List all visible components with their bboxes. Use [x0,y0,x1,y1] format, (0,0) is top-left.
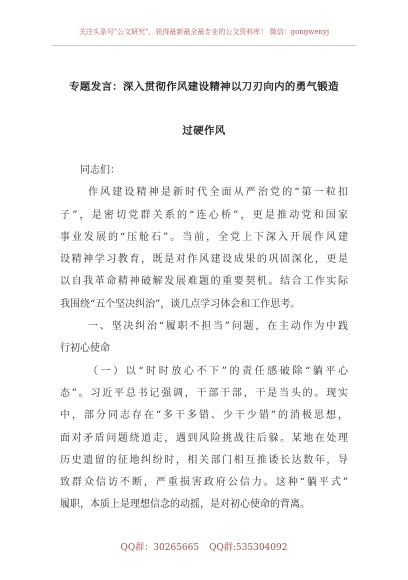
paragraph-line: 致群众信访不断，严重损害政府公信力。这种“躺平式” [60,477,348,489]
subsection-heading: （一）以“时时放心不下”的责任感破除“躺平心 [88,365,348,377]
paragraph-line: 设精神学习教育，既是对作风建设成果的巩固深化，更是 [60,254,348,266]
footer-qq-group-1: QQ群：30265665 [120,543,200,553]
footer-contact [0,540,408,553]
paragraph-line: 历史遗留的征地纠纷时，相关部门相互推诿长达数年，导 [60,454,348,466]
header-divider [52,45,356,46]
header-banner: 关注头条号"公文研究"，获得最新最全最专业的公文资料库！ 微信：gongwenyj [78,28,330,36]
section-heading: 一、坚决纠治“履职不担当”问题，在主动作为中践 [88,321,348,333]
paragraph-line: 子”，是密切党群关系的“连心桥”，更是推动党和国家 [60,209,348,221]
paragraph-line: 我围绕“五个坚决纠治”，谈几点学习体会和工作思考。 [60,298,301,310]
document-body [60,160,348,517]
section-heading: 行初心使命 [60,343,110,355]
document-title-line-1: 专题发言：深入贯彻作风建设精神以刀刃向内的勇气锻造 [69,81,339,93]
paragraph-line: 履职，本质上是理想信念的动摇，是对初心使命的背离。 [60,499,310,511]
paragraph-line: 事业发展的“压舱石”。当前，全党上下深入开展作风建 [60,231,348,243]
footer-qq-group-2: QQ群:535304092 [209,543,288,553]
paragraph-line: 态”。习近平总书记强调，干部干部，干是当头的。现实 [60,387,348,399]
paragraph-line: 中，部分同志存在“多干多错、少干少错”的消极思想， [60,410,348,422]
paragraph-line: 面对矛盾问题绕道走，遇到风险挑战往后躲。某地在处理 [60,432,348,444]
salutation: 同志们： [80,165,120,176]
document-title-line-2: 过硬作风 [182,125,226,137]
paragraph-line: 作风建设精神是新时代全面从严治党的“第一粒扣 [88,187,348,199]
paragraph-line: 以自我革命精神破解发展难题的重要契机。结合工作实际 [60,276,348,288]
